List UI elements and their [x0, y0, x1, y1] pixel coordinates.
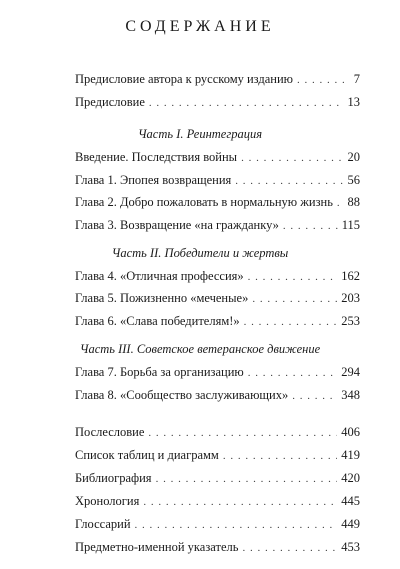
toc-entry-label: Глава 7. Борьба за организацию: [75, 365, 244, 379]
toc-entry-page: 56: [347, 173, 360, 187]
toc-entry-page: 203: [341, 291, 360, 305]
dot-leader: [235, 175, 343, 187]
toc-entry-page: 453: [341, 540, 360, 554]
dot-leader: [244, 316, 338, 328]
toc-entry-label: Введение. Последствия войны: [75, 150, 238, 164]
toc-entry-label: Предисловие автора к русскому изданию: [75, 72, 294, 86]
toc-entry-label: Предметно-именной указатель: [75, 540, 239, 554]
part-heading-3: Часть III. Советское ветеранское движение: [79, 342, 321, 356]
toc-entry-introduction: [75, 150, 360, 168]
toc-entry-bibliography: [75, 471, 360, 489]
toc-entry-page: 419: [341, 448, 360, 462]
dot-leader: [143, 496, 337, 508]
toc-entry-chapter-4: [75, 269, 360, 287]
toc-entry-page: 445: [341, 494, 360, 508]
dot-leader: [156, 473, 338, 485]
toc-entry-page: 88: [347, 195, 360, 209]
part-heading-2: Часть II. Победители и жертвы: [111, 246, 289, 260]
toc-entry-page: 13: [347, 95, 360, 109]
toc-entry-page: 406: [341, 425, 360, 439]
toc-entry-index: [75, 540, 360, 558]
toc-entry-author-preface: [75, 72, 360, 90]
toc-entry-page: 348: [341, 388, 360, 402]
toc-entry-chapter-2: [75, 195, 360, 213]
toc-entry-label: Библиография: [75, 471, 152, 485]
toc-entry-chronology: [75, 494, 360, 512]
toc-entry-afterword: [75, 425, 360, 443]
toc-entry-chapter-8: [75, 388, 360, 406]
toc-entry-label: Глава 3. Возвращение «на гражданку»: [75, 218, 279, 232]
toc-entry-label: Глава 5. Пожизненно «меченые»: [75, 291, 249, 305]
toc-entry-label: Глава 8. «Сообщество заслуживающих»: [75, 388, 289, 402]
toc-entry-page: 115: [341, 218, 360, 232]
toc-entry-label: Глава 4. «Отличная профессия»: [75, 269, 244, 283]
dot-leader: [241, 152, 343, 164]
toc-entry-label: Глава 1. Эпопея возвращения: [75, 173, 232, 187]
dot-leader: [223, 450, 337, 462]
dot-leader: [283, 220, 338, 232]
toc-entry-label: Послесловие: [75, 425, 145, 439]
part-heading-1: Часть I. Реинтеграция: [137, 127, 263, 141]
page-title: СОДЕРЖАНИЕ: [125, 18, 275, 35]
toc-entry-label: Предисловие: [75, 95, 145, 109]
toc-entry-page: 420: [341, 471, 360, 485]
toc-entry-page: 162: [341, 269, 360, 283]
toc-entry-chapter-1: [75, 173, 360, 191]
dot-leader: [337, 197, 344, 209]
toc-entry-preface: [75, 95, 360, 113]
dot-leader: [292, 390, 337, 402]
toc-entry-chapter-6: [75, 314, 360, 332]
dot-leader: [148, 427, 337, 439]
toc-entry-page: 294: [341, 365, 360, 379]
dot-leader: [242, 542, 337, 554]
toc-entry-glossary: [75, 517, 360, 535]
toc-entry-label: Глава 6. «Слава победителям!»: [75, 314, 240, 328]
toc-entry-page: 449: [341, 517, 360, 531]
toc-entry-chapter-3: [75, 218, 360, 236]
dot-leader: [135, 519, 338, 531]
toc-entry-label: Глава 2. Добро пожаловать в нормальную жизнь: [75, 195, 333, 209]
toc-entry-tables-list: [75, 448, 360, 466]
dot-leader: [252, 293, 337, 305]
toc-entry-label: Глоссарий: [75, 517, 131, 531]
toc-entry-page: 20: [347, 150, 360, 164]
dot-leader: [297, 74, 350, 86]
toc-entry-label: Хронология: [75, 494, 140, 508]
toc-entry-chapter-5: [75, 291, 360, 309]
toc-entry-chapter-7: [75, 365, 360, 383]
toc-entry-page: 7: [353, 72, 360, 86]
dot-leader: [248, 367, 337, 379]
toc-entry-label: Список таблиц и диаграмм: [75, 448, 219, 462]
dot-leader: [248, 271, 338, 283]
toc-entry-page: 253: [341, 314, 360, 328]
dot-leader: [149, 97, 344, 109]
